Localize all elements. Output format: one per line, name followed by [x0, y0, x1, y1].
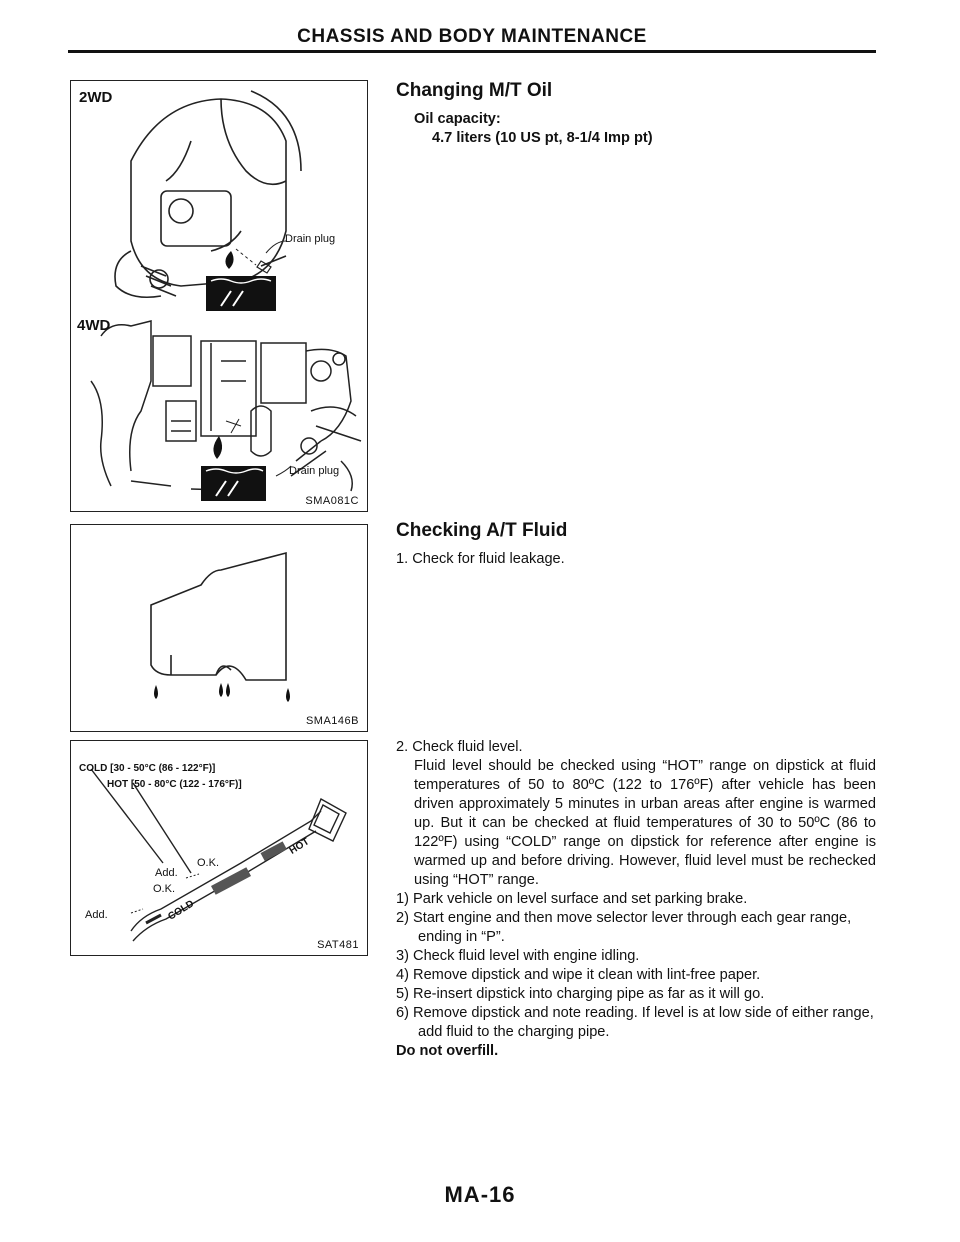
label-hot-range: HOT [50 - 80°C (122 - 176°F)] — [107, 779, 242, 790]
label-cold-ok: O.K. — [153, 883, 176, 895]
mt-oil-capacity — [414, 110, 894, 148]
callout-drain-plug-2wd: Drain plug — [285, 233, 336, 245]
header-rule — [68, 50, 876, 53]
at-substep-5: 5) Re-insert dipstick into charging pipe as far as it will go. — [396, 986, 765, 1002]
page-number: MA-16 — [444, 1182, 516, 1207]
at-substep-4: 4) Remove dipstick and wipe it clean with lint-free paper. — [396, 967, 761, 983]
transmission-illustration — [71, 81, 368, 512]
figure-fluid-leakage — [70, 524, 368, 732]
capacity-label: Oil capacity: — [414, 111, 501, 127]
figure-id-sat481: SAT481 — [317, 939, 359, 951]
page-header: CHASSIS AND BODY MAINTENANCE — [297, 26, 647, 47]
label-2wd: 2WD — [79, 89, 113, 106]
at-substep-1: 1) Park vehicle on level surface and set parking brake. — [396, 891, 748, 907]
figure-id-sma081c: SMA081C — [305, 495, 359, 507]
label-cold-range: COLD [30 - 50°C (86 - 122°F)] — [79, 763, 216, 774]
warning-do-not-overfill: Do not overfill. — [396, 1043, 499, 1059]
label-4wd: 4WD — [77, 317, 111, 334]
section-title-mt-oil: Changing M/T Oil — [396, 80, 553, 101]
figure-dipstick — [70, 740, 368, 956]
label-cold-add: Add. — [85, 909, 108, 921]
dipstick-cold-mark: COLD — [166, 898, 197, 923]
at-fluid-procedure — [396, 738, 876, 1061]
at-step-1: 1. Check for fluid leakage. — [396, 551, 565, 567]
figure-drain-plug — [70, 80, 368, 512]
callout-drain-plug-4wd: Drain plug — [289, 465, 340, 477]
at-step-2-heading: 2. Check fluid level. — [396, 739, 523, 755]
at-step-2-body: Fluid level should be checked using “HOT” range on dipstick at fluid temperatures of 50 to 80ºC (122 to 176ºF) after vehicle has been driven approximately 5 minutes in urban areas after engine is warmed up. But it can be checked at fluid temperatures of 30 to 50ºC (86 to 122ºF) using “COLD” range on dipstick for reference after engine is warmed up and before driving. However, fluid level must be rechecked using “HOT” range. — [414, 758, 876, 888]
figure-id-sma146b: SMA146B — [305, 715, 359, 727]
dipstick-hot-mark: HOT — [287, 836, 312, 857]
label-hot-ok: O.K. — [197, 857, 220, 869]
capacity-value: 4.7 liters (10 US pt, 8-1/4 Imp pt) — [432, 130, 653, 146]
section-title-at-fluid: Checking A/T Fluid — [396, 520, 568, 541]
label-hot-add: Add. — [155, 867, 178, 879]
at-substep-3: 3) Check fluid level with engine idling. — [396, 948, 640, 964]
at-substep-6: 6) Remove dipstick and note reading. If level is at low side of either range, add fluid to the charging pipe. — [396, 1005, 874, 1040]
leakage-illustration — [71, 525, 368, 732]
at-substep-2: 2) Start engine and then move selector lever through each gear range, ending in “P”. — [396, 910, 852, 945]
